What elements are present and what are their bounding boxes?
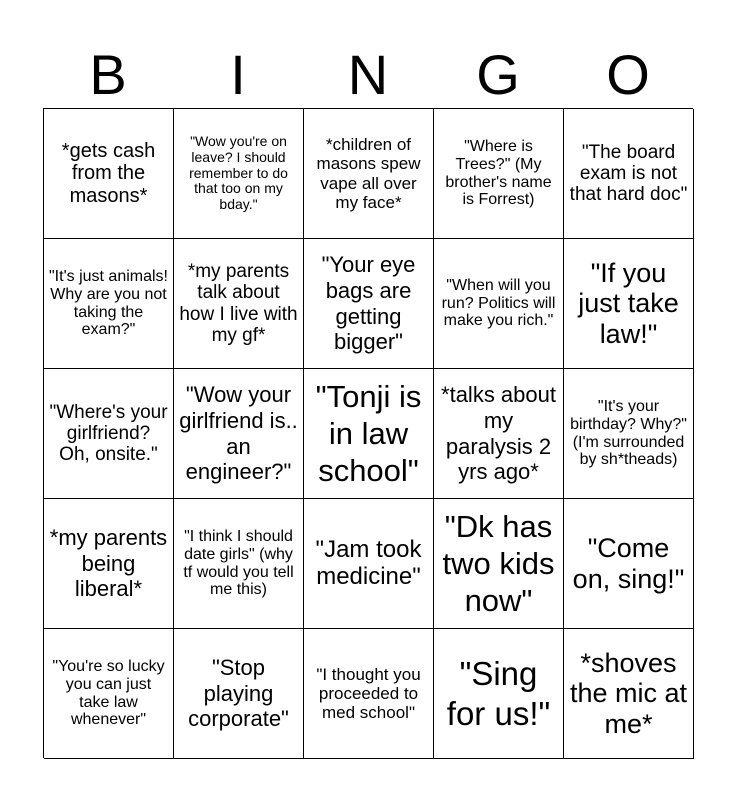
bingo-cell-r4c5[interactable]: "Come on, sing!"	[564, 499, 694, 629]
bingo-cell-r5c1[interactable]: "You're so lucky you can just take law whenever"	[44, 629, 174, 759]
bingo-cell-r4c4[interactable]: "Dk has two kids now"	[434, 499, 564, 629]
bingo-cell-r1c5[interactable]: "The board exam is not that hard doc"	[564, 109, 694, 239]
bingo-cell-r3c1[interactable]: "Where's your girlfriend? Oh, onsite."	[44, 369, 174, 499]
bingo-cell-r1c3[interactable]: *children of masons spew vape all over my face*	[304, 109, 434, 239]
bingo-cell-r3c4[interactable]: *talks about my paralysis 2 yrs ago*	[434, 369, 564, 499]
bingo-cell-r4c1[interactable]: *my parents being liberal*	[44, 499, 174, 629]
bingo-cell-r5c2[interactable]: "Stop playing corporate"	[174, 629, 304, 759]
bingo-cell-r2c3[interactable]: "Your eye bags are getting bigger"	[304, 239, 434, 369]
header-letter-i: I	[230, 43, 246, 106]
header-letter-o: O	[606, 43, 650, 106]
bingo-cell-r2c1[interactable]: "It's just animals! Why are you not taking the exam?"	[44, 239, 174, 369]
bingo-cell-r2c4[interactable]: "When will you run? Politics will make you rich."	[434, 239, 564, 369]
bingo-header	[43, 42, 693, 108]
bingo-cell-r5c5[interactable]: *shoves the mic at me*	[564, 629, 694, 759]
header-letter-n: N	[347, 43, 389, 106]
header-letter-b: B	[89, 43, 127, 106]
bingo-cell-r3c5[interactable]: "It's your birthday? Why?" (I'm surrounded by sh*theads)	[564, 369, 694, 499]
bingo-grid	[43, 108, 693, 758]
bingo-cell-r5c3[interactable]: "I thought you proceeded to med school"	[304, 629, 434, 759]
bingo-cell-r3c2[interactable]: "Wow your girlfriend is.. an engineer?"	[174, 369, 304, 499]
bingo-cell-r5c4[interactable]: "Sing for us!"	[434, 629, 564, 759]
bingo-cell-r1c4[interactable]: "Where is Trees?" (My brother's name is Forrest)	[434, 109, 564, 239]
bingo-cell-r3c3[interactable]: "Tonji is in law school"	[304, 369, 434, 499]
bingo-cell-r2c5[interactable]: "If you just take law!"	[564, 239, 694, 369]
bingo-cell-r1c1[interactable]: *gets cash from the masons*	[44, 109, 174, 239]
bingo-cell-r4c3[interactable]: "Jam took medicine"	[304, 499, 434, 629]
bingo-cell-r2c2[interactable]: *my parents talk about how I live with my gf*	[174, 239, 304, 369]
bingo-cell-r1c2[interactable]: "Wow you're on leave? I should remember to do that too on my bday."	[174, 109, 304, 239]
bingo-cell-r4c2[interactable]: "I think I should date girls" (why tf would you tell me this)	[174, 499, 304, 629]
header-letter-g: G	[476, 43, 520, 106]
